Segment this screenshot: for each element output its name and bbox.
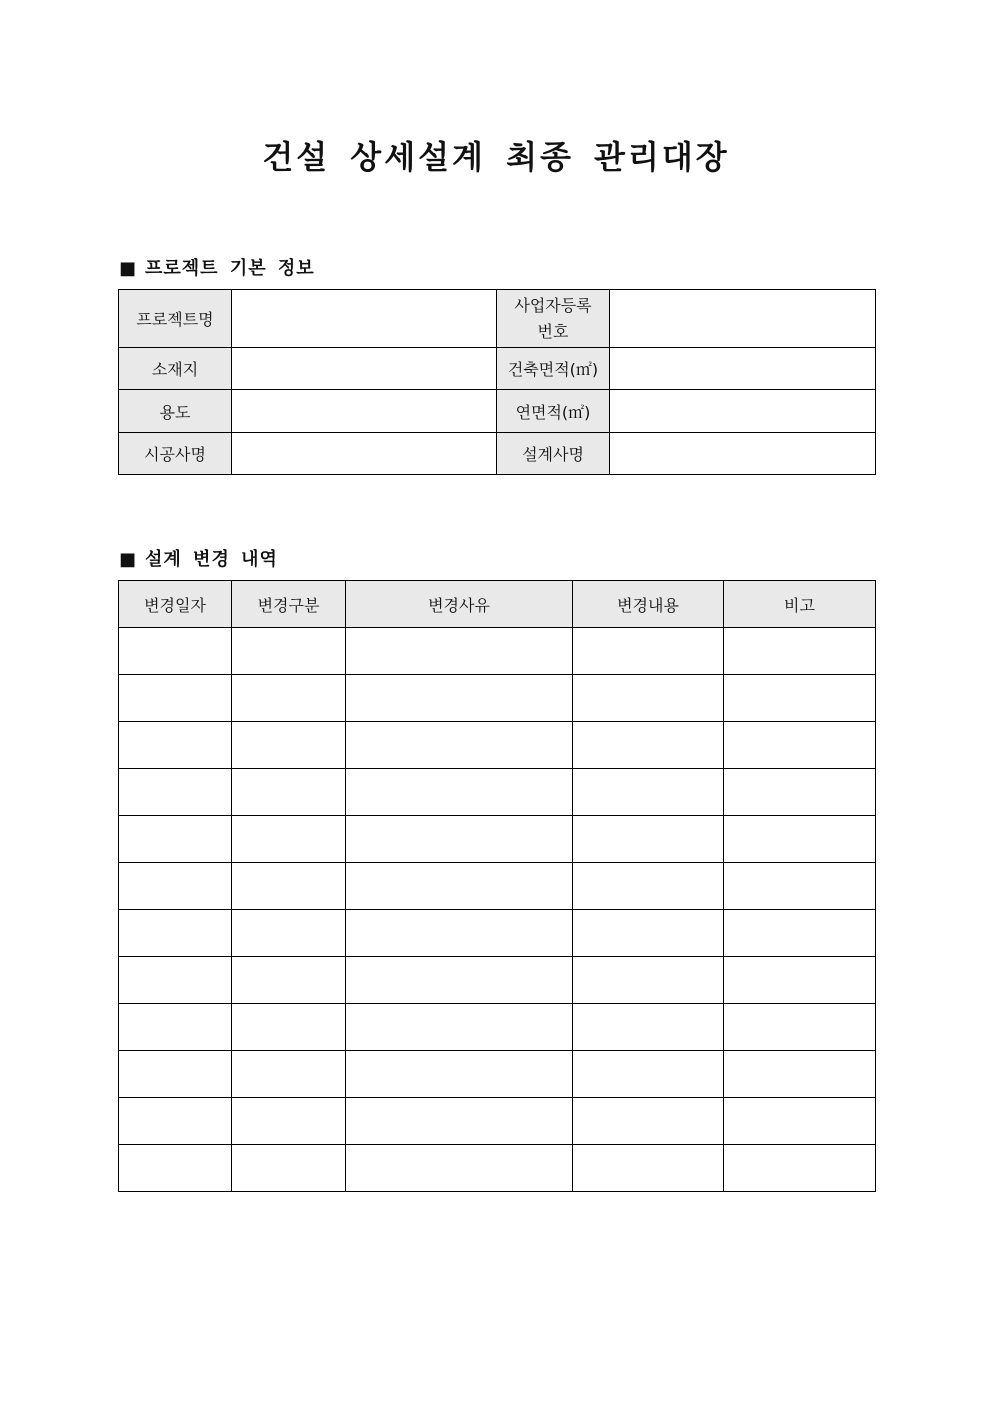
design-changes-heading — [119, 545, 278, 571]
label-line: 번호 — [537, 321, 569, 341]
remarks-cell[interactable] — [724, 1145, 876, 1192]
change-type-cell[interactable] — [232, 1004, 346, 1051]
remarks-cell[interactable] — [724, 863, 876, 910]
change-reason-cell[interactable] — [346, 1051, 573, 1098]
change-reason-cell[interactable] — [346, 957, 573, 1004]
label-contractor-name: 시공사명 — [119, 433, 232, 475]
change-content-cell[interactable] — [573, 1004, 724, 1051]
change-date-cell[interactable] — [119, 1004, 232, 1051]
change-reason-cell[interactable] — [346, 722, 573, 769]
column-header-change-content: 변경내용 — [573, 581, 724, 628]
remarks-cell[interactable] — [724, 957, 876, 1004]
change-content-cell[interactable] — [573, 675, 724, 722]
change-date-cell[interactable] — [119, 863, 232, 910]
change-content-cell[interactable] — [573, 769, 724, 816]
column-header-remarks: 비고 — [724, 581, 876, 628]
change-type-cell[interactable] — [232, 769, 346, 816]
change-reason-cell[interactable] — [346, 910, 573, 957]
table-row — [119, 910, 876, 957]
design-changes-body — [119, 628, 876, 1192]
change-type-cell[interactable] — [232, 628, 346, 675]
table-row — [119, 722, 876, 769]
label-building-area: 건축면적(㎡) — [497, 348, 610, 390]
square-bullet-icon: ■ — [119, 258, 138, 279]
change-type-cell[interactable] — [232, 1051, 346, 1098]
change-content-cell[interactable] — [573, 910, 724, 957]
change-date-cell[interactable] — [119, 769, 232, 816]
column-header-change-reason: 변경사유 — [346, 581, 573, 628]
remarks-cell[interactable] — [724, 1051, 876, 1098]
location-field[interactable] — [232, 348, 497, 390]
table-row — [119, 816, 876, 863]
change-date-cell[interactable] — [119, 1098, 232, 1145]
change-date-cell[interactable] — [119, 957, 232, 1004]
design-changes-table — [118, 580, 876, 1192]
table-row — [119, 675, 876, 722]
info-row — [119, 348, 876, 390]
business-registration-number-field[interactable] — [610, 290, 876, 348]
design-changes-heading-text: 설계 변경 내역 — [145, 549, 278, 570]
table-row — [119, 1051, 876, 1098]
label-usage: 용도 — [119, 390, 232, 433]
change-type-cell[interactable] — [232, 863, 346, 910]
label-line: 사업자등록 — [514, 295, 592, 315]
table-row — [119, 1004, 876, 1051]
change-content-cell[interactable] — [573, 863, 724, 910]
remarks-cell[interactable] — [724, 1004, 876, 1051]
building-area-field[interactable] — [610, 348, 876, 390]
label-project-name: 프로젝트명 — [119, 290, 232, 348]
designer-name-field[interactable] — [610, 433, 876, 475]
info-row — [119, 290, 876, 348]
table-row — [119, 863, 876, 910]
label-location: 소재지 — [119, 348, 232, 390]
remarks-cell[interactable] — [724, 1098, 876, 1145]
change-reason-cell[interactable] — [346, 863, 573, 910]
total-floor-area-field[interactable] — [610, 390, 876, 433]
change-content-cell[interactable] — [573, 628, 724, 675]
project-name-field[interactable] — [232, 290, 497, 348]
change-date-cell[interactable] — [119, 816, 232, 863]
change-content-cell[interactable] — [573, 957, 724, 1004]
change-reason-cell[interactable] — [346, 1145, 573, 1192]
table-row — [119, 628, 876, 675]
change-reason-cell[interactable] — [346, 769, 573, 816]
change-reason-cell[interactable] — [346, 675, 573, 722]
remarks-cell[interactable] — [724, 910, 876, 957]
change-type-cell[interactable] — [232, 910, 346, 957]
change-reason-cell[interactable] — [346, 628, 573, 675]
info-row — [119, 390, 876, 433]
change-date-cell[interactable] — [119, 722, 232, 769]
change-reason-cell[interactable] — [346, 1004, 573, 1051]
change-type-cell[interactable] — [232, 675, 346, 722]
label-total-floor-area: 연면적(㎡) — [497, 390, 610, 433]
change-date-cell[interactable] — [119, 1051, 232, 1098]
change-type-cell[interactable] — [232, 1098, 346, 1145]
change-content-cell[interactable] — [573, 1098, 724, 1145]
change-type-cell[interactable] — [232, 816, 346, 863]
change-date-cell[interactable] — [119, 1145, 232, 1192]
table-row — [119, 1145, 876, 1192]
document-title: 건설 상세설계 최종 관리대장 — [262, 138, 730, 176]
change-content-cell[interactable] — [573, 1051, 724, 1098]
change-type-cell[interactable] — [232, 1145, 346, 1192]
project-info-heading-text: 프로젝트 기본 정보 — [145, 258, 315, 279]
header-row — [119, 581, 876, 628]
change-type-cell[interactable] — [232, 957, 346, 1004]
change-reason-cell[interactable] — [346, 1098, 573, 1145]
change-date-cell[interactable] — [119, 628, 232, 675]
column-header-change-date: 변경일자 — [119, 581, 232, 628]
remarks-cell[interactable] — [724, 675, 876, 722]
table-row — [119, 957, 876, 1004]
change-date-cell[interactable] — [119, 910, 232, 957]
project-info-table — [118, 289, 876, 475]
contractor-name-field[interactable] — [232, 433, 497, 475]
remarks-cell[interactable] — [724, 722, 876, 769]
change-reason-cell[interactable] — [346, 816, 573, 863]
info-row — [119, 433, 876, 475]
remarks-cell[interactable] — [724, 628, 876, 675]
remarks-cell[interactable] — [724, 769, 876, 816]
change-date-cell[interactable] — [119, 675, 232, 722]
change-type-cell[interactable] — [232, 722, 346, 769]
label-designer-name: 설계사명 — [497, 433, 610, 475]
table-row — [119, 1098, 876, 1145]
project-info-heading — [119, 254, 315, 280]
square-bullet-icon: ■ — [119, 549, 138, 570]
table-row — [119, 769, 876, 816]
change-content-cell[interactable] — [573, 1145, 724, 1192]
usage-field[interactable] — [232, 390, 497, 433]
change-content-cell[interactable] — [573, 816, 724, 863]
column-header-change-type: 변경구분 — [232, 581, 346, 628]
label-business-registration-number — [497, 290, 610, 348]
change-content-cell[interactable] — [573, 722, 724, 769]
remarks-cell[interactable] — [724, 816, 876, 863]
